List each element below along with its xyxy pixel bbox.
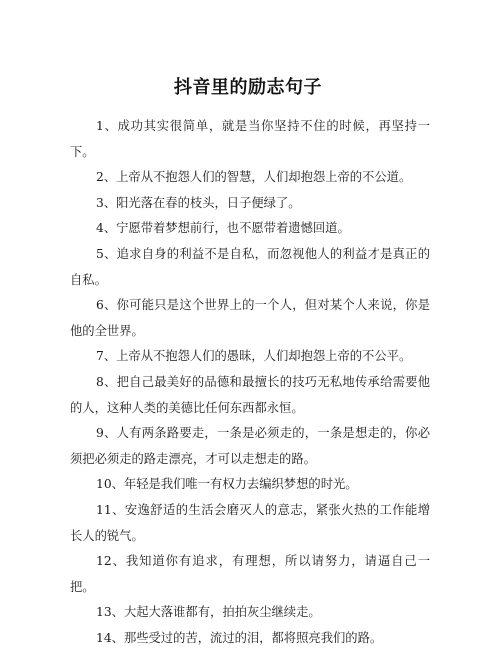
document-title: 抖音里的励志句子 [174, 77, 322, 98]
quote-paragraph-14: 14、那些受过的苦，流过的泪，都将照亮我们的路。 [96, 630, 383, 645]
quote-paragraph-7: 7、上帝从不抱怨人们的愚昧，人们却抱怨上帝的不公平。 [96, 349, 412, 364]
quote-paragraph-10: 10、年轻是我们唯一有权力去编织梦想的时光。 [96, 477, 358, 492]
quote-paragraph-4: 4、宁愿带着梦想前行，也不愿带着遗憾回道。 [96, 221, 350, 236]
quote-paragraph-1: 1、成功其实很简单，就是当你坚持不住的时候，再坚持一下。 [70, 119, 430, 159]
quote-paragraph-5: 5、追求自身的利益不是自私，而忽视他人的利益才是真正的自私。 [70, 246, 430, 287]
quote-paragraph-11: 11、安逸舒适的生活会磨灭人的意志，紧张火热的工作能增长人的锐气。 [70, 502, 430, 543]
quote-paragraph-2: 2、上帝从不抱怨人们的智慧，人们却抱怨上帝的不公道。 [96, 170, 412, 185]
quote-paragraph-8: 8、把自己最美好的品德和最擅长的技巧无私地传承给需要他的人，这种人类的美德比任何东西都永恒。 [70, 374, 430, 415]
quote-paragraph-6: 6、你可能只是这个世界上的一个人，但对某个人来说，你是他的全世界。 [70, 298, 430, 338]
document-body [70, 114, 430, 651]
quote-paragraph-3: 3、阳光落在春的枝头，日子便绿了。 [96, 195, 301, 210]
quote-paragraph-12: 12、我知道你有追求，有理想，所以请努力，请逼自己一把。 [70, 554, 430, 594]
quote-paragraph-13: 13、大起大落谁都有，拍拍灰尘继续走。 [96, 605, 321, 620]
quote-paragraph-9: 9、人有两条路要走，一条是必须走的，一条是想走的，你必须把必须走的路走漂亮，才可以走想走的路。 [70, 426, 430, 466]
